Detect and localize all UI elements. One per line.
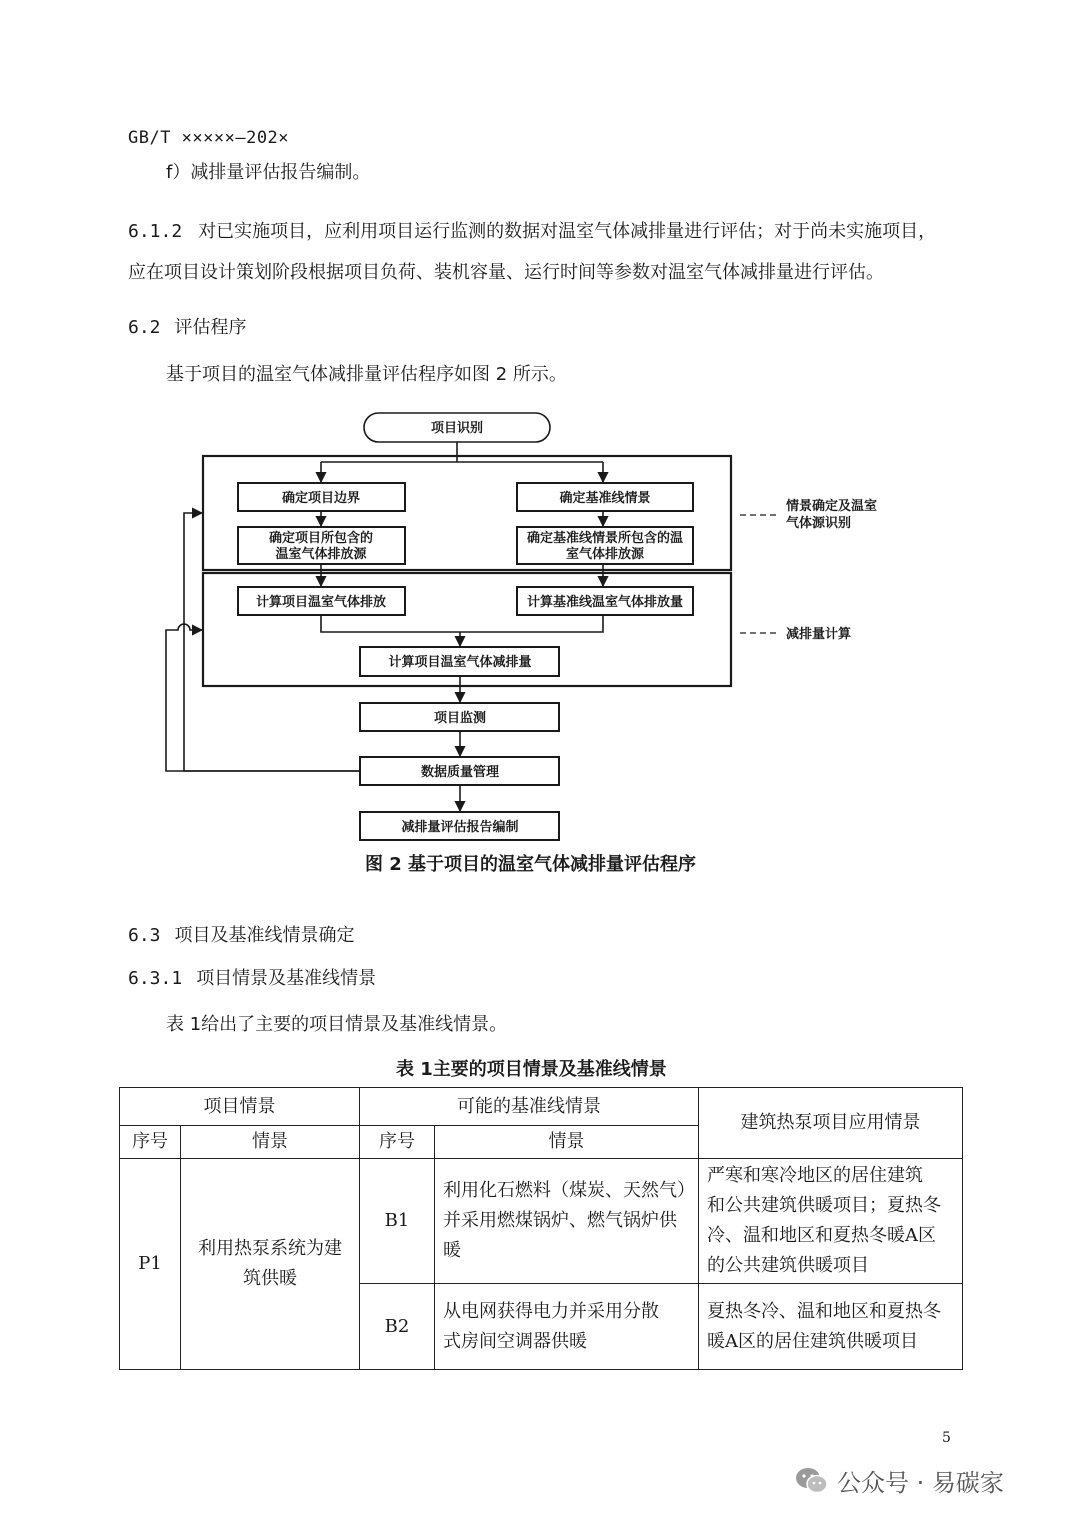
cell-line: 暖 <box>443 1240 461 1261</box>
cell-line: 冷、温和地区和夏热冬暖A区 <box>707 1225 936 1246</box>
baseline-desc-cell <box>435 1159 699 1284</box>
subheader-seq: 序号 <box>120 1126 181 1159</box>
watermark-text: 公众号 · 易碳家 <box>837 1469 1004 1497</box>
cell-line: 并采用燃煤锅炉、燃气锅炉供 <box>443 1210 677 1231</box>
section-6-2-intro: 基于项目的温室气体减排量评估程序如图 2 所示。 <box>166 364 567 385</box>
table-header-row <box>120 1088 963 1126</box>
application-cell <box>699 1284 963 1370</box>
project-id-cell: P1 <box>120 1159 181 1370</box>
cell-line: 式房间空调器供暖 <box>443 1330 587 1352</box>
baseline-sources-label-2: 室气体排放源 <box>565 547 645 562</box>
header-baseline: 可能的基准线情景 <box>360 1088 699 1126</box>
monitoring-label: 项目监测 <box>433 711 487 726</box>
subheader-scenario: 情景 <box>181 1126 360 1159</box>
calc-project-label: 计算项目温室气体排放 <box>255 595 387 610</box>
clause-6-1-2-line1 <box>128 219 936 245</box>
project-desc-line: 利用热泵系统为建 <box>198 1238 342 1259</box>
baseline-id-cell: B2 <box>360 1284 435 1370</box>
baseline-id-cell: B1 <box>360 1159 435 1284</box>
cell-line: 的公共建筑供暖项目 <box>707 1255 869 1276</box>
header-project: 项目情景 <box>120 1088 360 1126</box>
wechat-icon <box>795 1466 829 1496</box>
page-number: 5 <box>942 1430 951 1446</box>
section-6-3-1-intro: 表 1给出了主要的项目情景及基准线情景。 <box>166 1014 508 1035</box>
figure-caption: 图 2 基于项目的温室气体减排量评估程序 <box>365 854 697 875</box>
subheader-seq: 序号 <box>360 1126 435 1159</box>
calc-reduction-label: 计算项目温室气体减排量 <box>388 655 532 670</box>
clause-number: 6.1.2 <box>128 221 183 242</box>
subheader-scenario: 情景 <box>435 1126 699 1159</box>
cell-line: 利用化石燃料（煤炭、天然气） <box>443 1180 695 1201</box>
project-desc-cell <box>181 1159 360 1370</box>
group2-label: 减排量计算 <box>786 627 852 642</box>
project-sources-label-1: 确定项目所包含的 <box>268 531 374 546</box>
cell-line: 夏热冬冷、温和地区和夏热冬 <box>707 1300 941 1322</box>
cell-line: 暖A区的居住建筑供暖项目 <box>707 1330 918 1352</box>
group1-label-1: 情景确定及温室 <box>786 499 878 514</box>
quality-label: 数据质量管理 <box>420 765 500 780</box>
cell-line: 从电网获得电力并采用分散 <box>443 1300 659 1322</box>
section-title: 项目情景及基准线情景 <box>196 968 377 989</box>
section-heading-6-3-1 <box>128 964 376 990</box>
project-desc-line: 筑供暖 <box>243 1268 297 1289</box>
baseline-label: 确定基准线情景 <box>559 491 651 506</box>
table-row <box>120 1159 963 1284</box>
header-application: 建筑热泵项目应用情景 <box>699 1088 963 1159</box>
flowchart-diagram <box>155 405 915 845</box>
group1-label-2: 气体源识别 <box>786 516 852 531</box>
cell-line: 严寒和寒冷地区的居住建筑 <box>707 1165 923 1186</box>
section-title: 评估程序 <box>174 317 247 338</box>
section-heading-6-3 <box>128 921 355 947</box>
application-cell <box>699 1159 963 1284</box>
watermark <box>795 1463 1004 1498</box>
section-heading-6-2 <box>128 313 247 339</box>
start-label: 项目识别 <box>430 421 484 436</box>
project-sources-label-2: 温室气体排放源 <box>275 547 367 562</box>
section-title: 项目及基准线情景确定 <box>174 925 355 946</box>
section-number: 6.2 <box>128 317 161 338</box>
calc-baseline-label: 计算基准线温室气体排放量 <box>526 595 684 610</box>
table-caption: 表 1主要的项目情景及基准线情景 <box>396 1059 667 1080</box>
section-number: 6.3.1 <box>128 968 183 989</box>
baseline-desc-cell <box>435 1284 699 1370</box>
clause-6-1-2-line2: 应在项目设计策划阶段根据项目负荷、装机容量、运行时间等参数对温室气体减排量进行评估。 <box>128 262 884 283</box>
report-label: 减排量评估报告编制 <box>401 820 519 835</box>
section-number: 6.3 <box>128 925 161 946</box>
scenario-table <box>119 1087 963 1370</box>
cell-line: 和公共建筑供暖项目；夏热冬 <box>707 1195 941 1216</box>
boundary-label: 确定项目边界 <box>281 491 361 506</box>
clause-text: 对已实施项目，应利用项目运行监测的数据对温室气体减排量进行评估；对于尚未实施项目， <box>198 221 937 242</box>
list-item-f: f）减排量评估报告编制。 <box>166 162 371 183</box>
standard-code: GB/T ×××××—202× <box>128 128 290 148</box>
baseline-sources-label-1: 确定基准线情景所包含的温 <box>526 531 684 546</box>
